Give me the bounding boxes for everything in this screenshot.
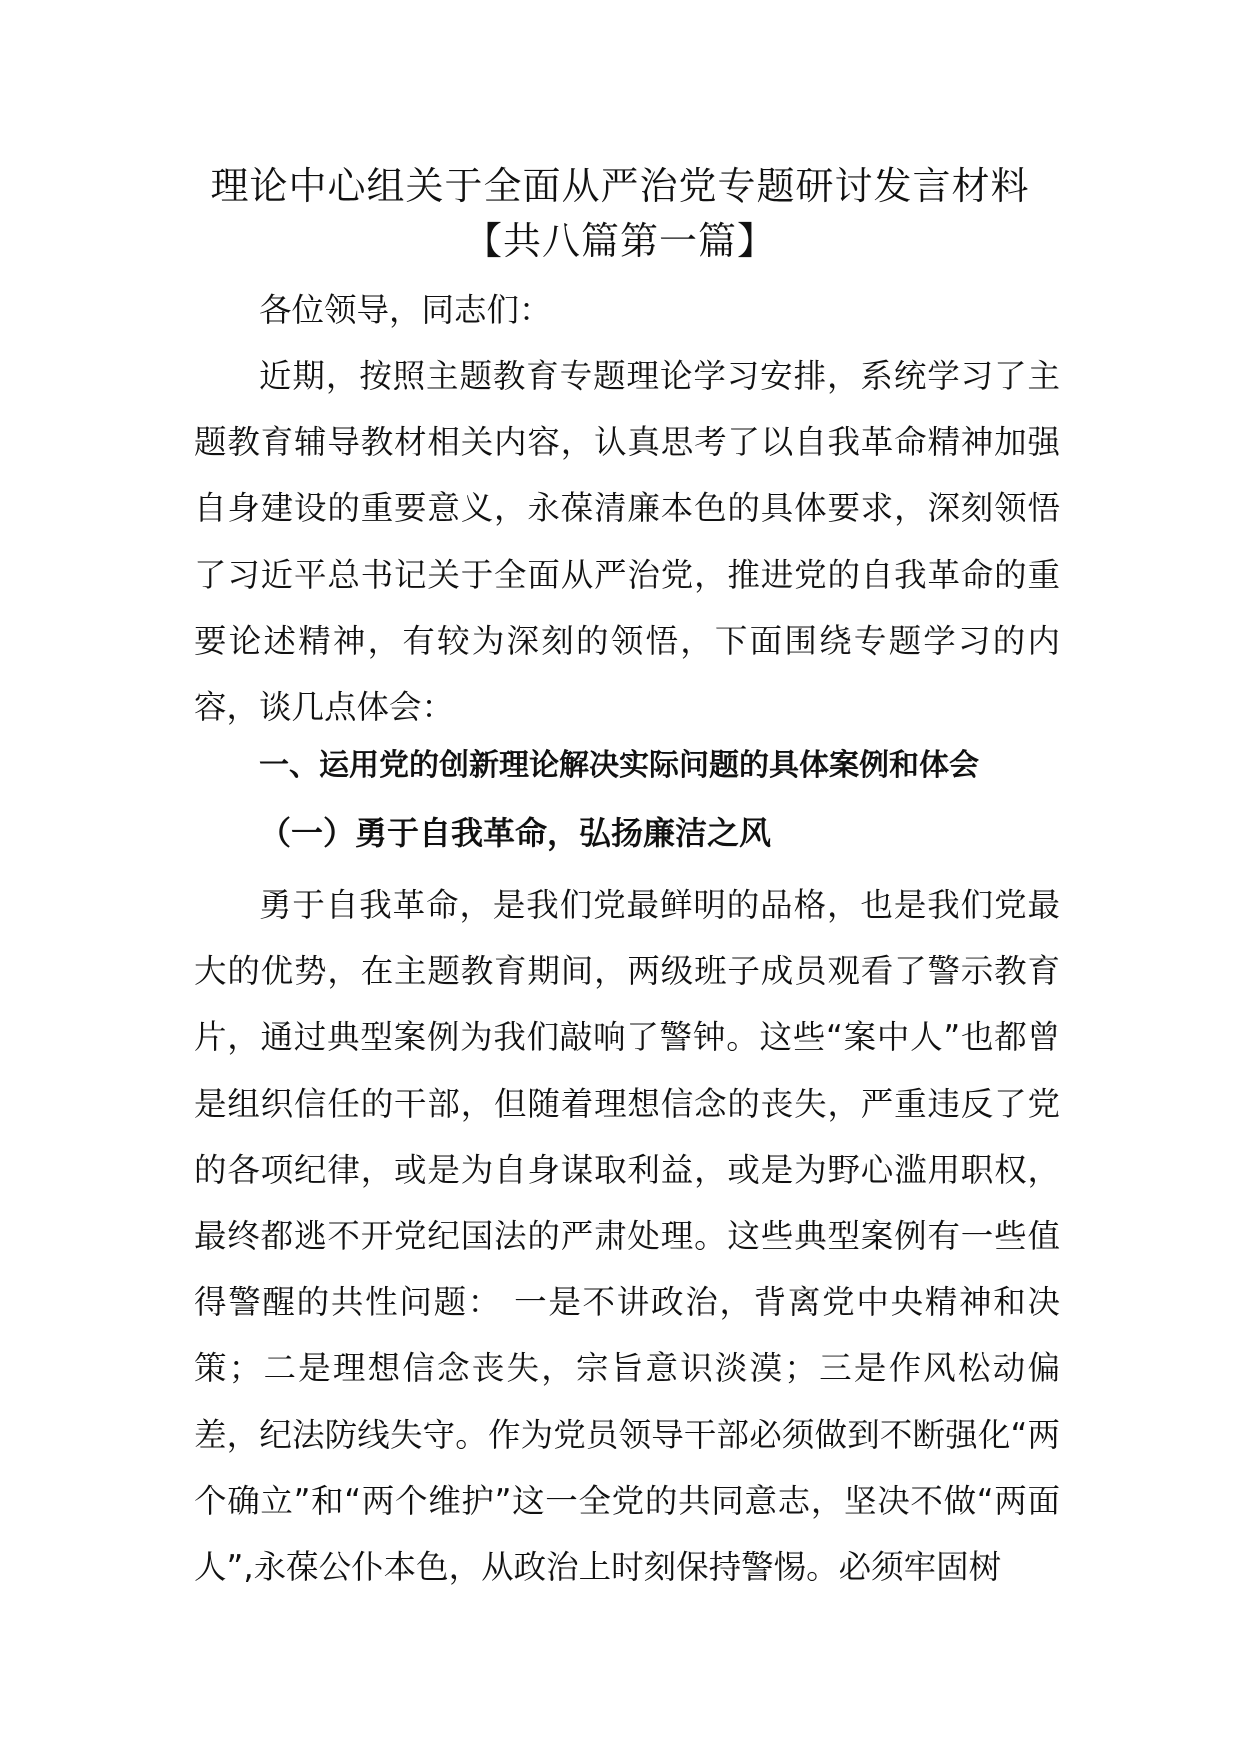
document-title: 理论中心组关于全面从严治党专题研讨发言材料: [210, 164, 1030, 208]
body-paragraph-1: 近期，按照主题教育专题理论学习安排，系统学习了主题教育辅导教材相关内容，认真思考了以自我革命精神加强自身建设的重要意义，永葆清廉本色的具体要求，深刻领悟了习近平总书记关于全面从严治党，推进党的自我革命的重要论述精神，有较为深刻的领悟，下面围绕专题学习的内容，谈几点体会：: [194, 357, 1060, 727]
document-subtitle: 【共八篇第一篇】: [463, 219, 776, 263]
greeting-text: 各位领导，同志们：: [259, 291, 552, 329]
section-heading-1: 一、运用党的创新理论解决实际问题的具体案例和体会: [259, 748, 979, 783]
subsection-heading-1: （一）勇于自我革命，弘扬廉洁之风: [259, 814, 772, 852]
body-paragraph-2: 勇于自我革命，是我们党最鲜明的品格，也是我们党最大的优势，在主题教育期间，两级班子成员观看了警示教育片，通过典型案例为我们敲响了警钟。这些“案中人”也都曾是组织信任的干部，但随着理想信念的丧失，严重违反了党的各项纪律，或是为自身谋取利益，或是为野心滥用职权，最终都逃不开党纪国法的严肃处理。这些典型案例有一些值得警醒的共性问题： 一是不讲政治，背离党中央精神和决策；二是理想信念丧失，宗旨意识淡漠；三是作风松动偏差，纪法防线失守。作为党员领导干部必须做到不断强化“两个确立”和“两个维护”这一全党的共同意志，坚决不做“两面人”,永葆公仆本色，从政治上时刻保持警惕。必须牢固树: [194, 886, 1060, 1587]
